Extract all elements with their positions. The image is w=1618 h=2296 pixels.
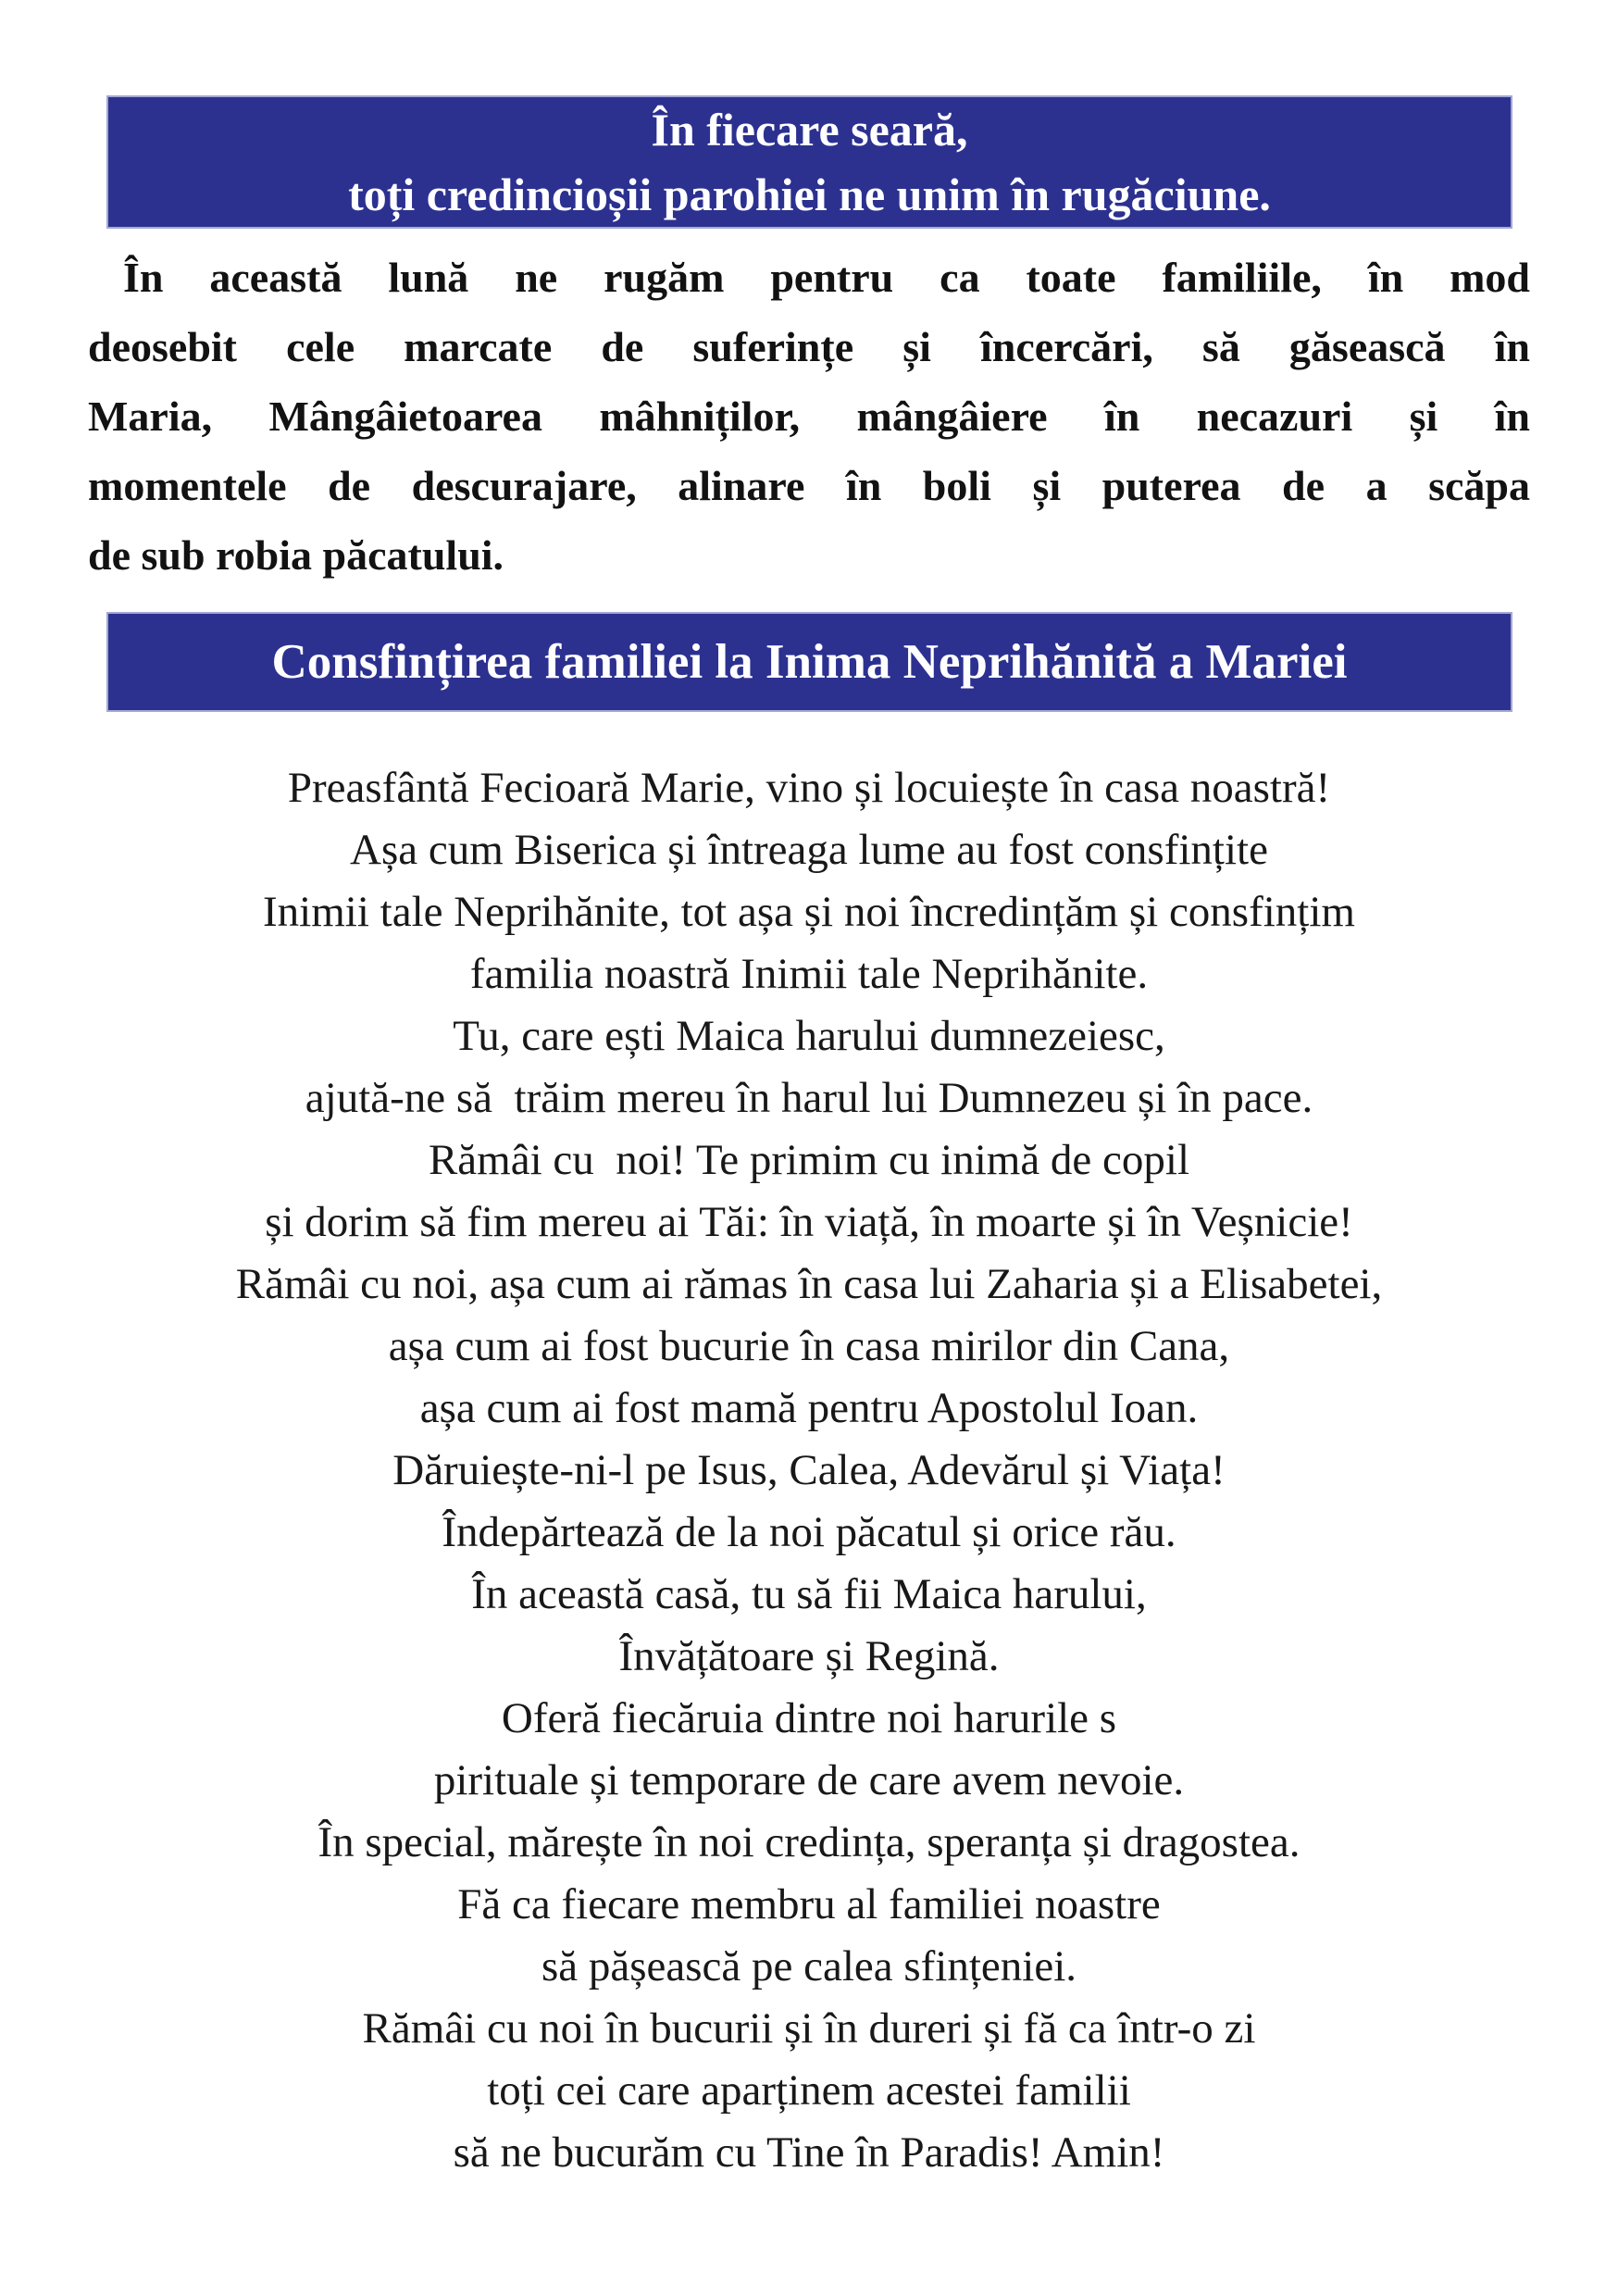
prayer-line-22: toți cei care aparținem acestei familii (487, 2066, 1131, 2115)
prayer-line-8: și dorim să fim mereu ai Tăi: în viață, în moarte și în Veșnicie! (265, 1198, 1353, 1246)
prayer-line-9: Rămâi cu noi, așa cum ai rămas în casa lui Zaharia și a Elisabetei, (235, 1260, 1383, 1308)
prayer-line-13: Îndepărtează de la noi păcatul și orice rău. (442, 1508, 1176, 1556)
consecration-title: Consfințirea familiei la Inima Neprihănită a Mariei (271, 635, 1348, 689)
intro-line-1: În această lună ne rugăm pentru ca toate familiile, în mod (123, 254, 1530, 301)
monthly-intention-paragraph (88, 243, 1530, 590)
prayer-line-11: așa cum ai fost mamă pentru Apostolul Ioan. (419, 1384, 1199, 1432)
prayer-line-23: să ne bucurăm cu Tine în Paradis! Amin! (453, 2128, 1165, 2177)
prayer-line-16: Oferă fiecăruia dintre noi harurile s (501, 1694, 1117, 1742)
prayer-line-7: Rămâi cu noi! Te primim cu inimă de copil (428, 1136, 1190, 1184)
prayer-line-12: Dăruiește-ni-l pe Isus, Calea, Adevărul și Viața! (392, 1446, 1226, 1494)
intro-line-4: momentele de descurajare, alinare în boli și puterea de a scăpa (88, 462, 1530, 509)
prayer-line-5: Tu, care ești Maica harului dumnezeiesc, (453, 1012, 1165, 1060)
prayer-line-17: pirituale și temporare de care avem nevoie. (433, 1756, 1185, 1804)
prayer-line-6: ajută-ne să trăim mereu în harul lui Dumnezeu și în pace. (305, 1074, 1313, 1122)
evening-prayer-banner (106, 95, 1512, 229)
banner-line-2: toți credincioșii parohiei ne unim în rugăciune. (348, 168, 1271, 220)
intro-line-3: Maria, Mângâietoarea mâhniților, mângâiere în necazuri și în (88, 393, 1530, 440)
consecration-title-banner (106, 612, 1512, 712)
intro-line-5: de sub robia păcatului. (88, 531, 504, 579)
prayer-line-1: Preasfântă Fecioară Marie, vino și locuiește în casa noastră! (287, 764, 1331, 812)
prayer-line-2: Așa cum Biserica și întreaga lume au fost consfințite (350, 826, 1268, 874)
prayer-line-19: Fă ca fiecare membru al familiei noastre (457, 1880, 1161, 1928)
consecration-prayer (0, 757, 1618, 2184)
prayer-line-3: Inimii tale Neprihănite, tot așa și noi încredințăm și consfințim (263, 888, 1355, 936)
prayer-line-20: să pășească pe calea sfințeniei. (541, 1942, 1077, 1990)
intro-line-2: deosebit cele marcate de suferințe și încercări, să găsească în (88, 323, 1530, 370)
banner-line-1: În fiecare seară, (651, 104, 968, 156)
prayer-line-21: Rămâi cu noi în bucurii și în dureri și fă ca într-o zi (362, 2004, 1256, 2053)
prayer-line-18: În special, mărește în noi credința, speranța și dragostea. (317, 1818, 1301, 1866)
prayer-line-14: În această casă, tu să fii Maica harului, (471, 1570, 1147, 1618)
prayer-line-15: Învățătoare și Regină. (618, 1632, 1000, 1680)
prayer-line-10: așa cum ai fost bucurie în casa mirilor din Cana, (388, 1322, 1230, 1370)
prayer-line-4: familia noastră Inimii tale Neprihănite. (469, 950, 1149, 998)
